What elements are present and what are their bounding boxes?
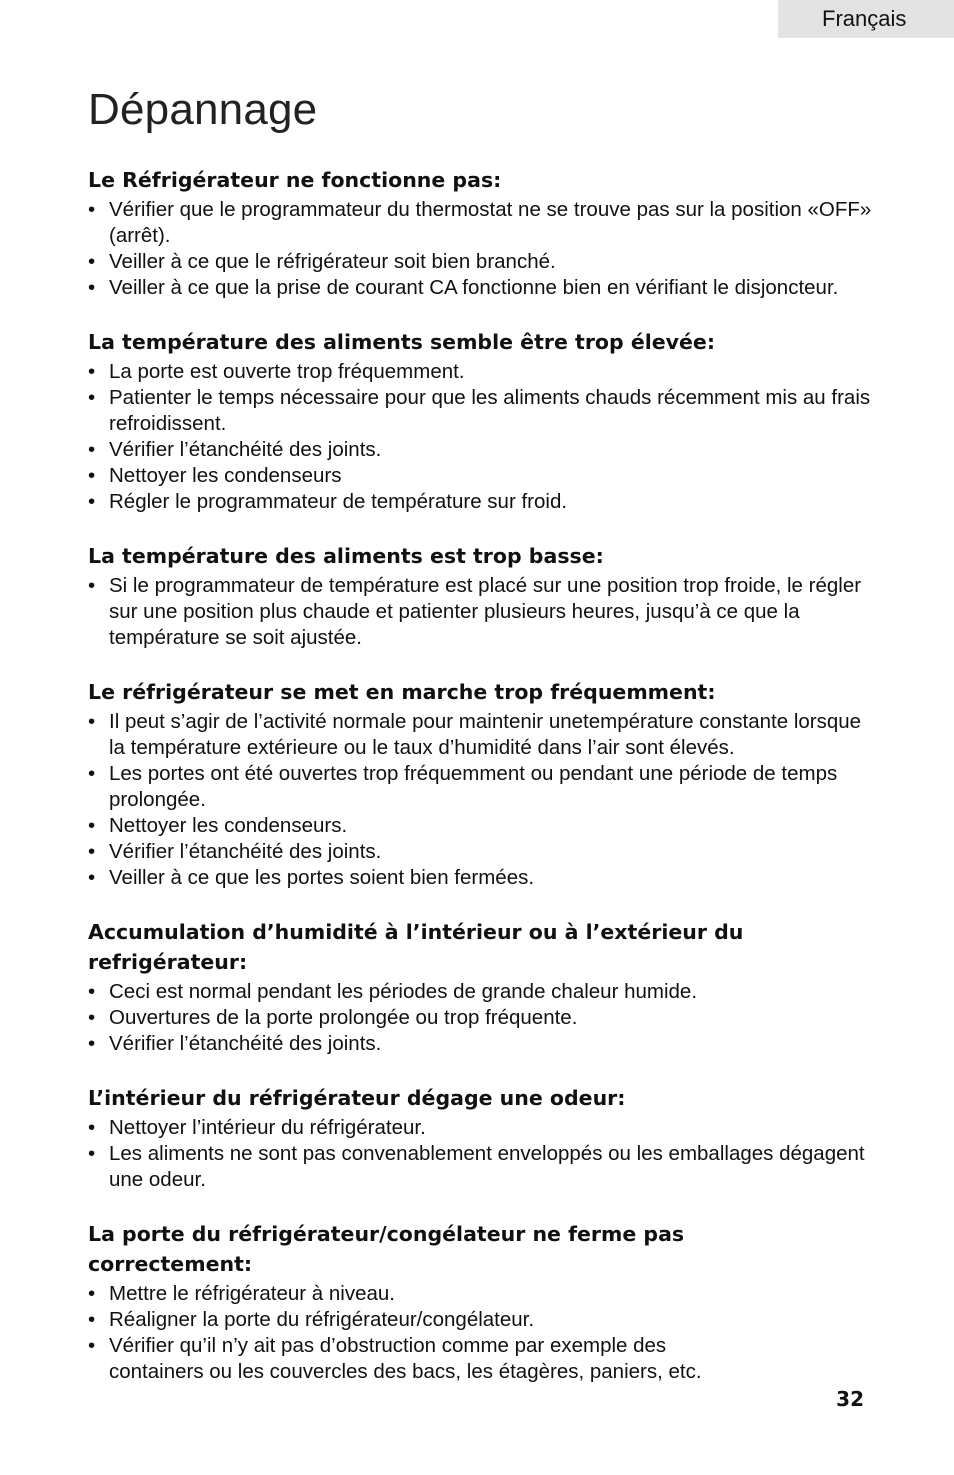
section-heading: La température des aliments est trop basse:	[88, 544, 604, 568]
list-item: • Les portes ont été ouvertes trop fréquemment ou pendant une période de temps prolongée.	[88, 761, 878, 813]
list-item: • Mettre le réfrigérateur à niveau.	[88, 1281, 878, 1307]
section-door-not-closing	[88, 1219, 878, 1385]
bullet-list	[88, 709, 878, 891]
list-item: • Nettoyer les condenseurs	[88, 463, 878, 489]
section-food-too-warm	[88, 327, 878, 515]
page-title: Dépannage	[88, 85, 318, 134]
section-food-too-cold	[88, 541, 878, 651]
list-item: • Régler le programmateur de température sur froid.	[88, 489, 878, 515]
list-item: • Vérifier l’étanchéité des joints.	[88, 839, 878, 865]
list-item: • Vérifier que le programmateur du thermostat ne se trouve pas sur la position «OFF» (arrêt).	[88, 197, 878, 249]
list-item: • Vérifier l’étanchéité des joints.	[88, 1031, 878, 1057]
list-item: • Ceci est normal pendant les périodes de grande chaleur humide.	[88, 979, 878, 1005]
bullet-list	[88, 979, 878, 1057]
section-fridge-not-working	[88, 165, 878, 301]
section-heading: L’intérieur du réfrigérateur dégage une odeur:	[88, 1086, 626, 1110]
list-item: • Réaligner la porte du réfrigérateur/congélateur.	[88, 1307, 878, 1333]
list-item: • Il peut s’agir de l’activité normale pour maintenir unetempérature constante lorsque la température extérieure ou le taux d’humidité dans l’air sont élevés.	[88, 709, 878, 761]
list-item: • Patienter le temps nécessaire pour que les aliments chauds récemment mis au frais refroidissent.	[88, 385, 878, 437]
list-item: • Nettoyer l’intérieur du réfrigérateur.	[88, 1115, 878, 1141]
list-item: • Ouvertures de la porte prolongée ou trop fréquente.	[88, 1005, 878, 1031]
bullet-list	[88, 573, 878, 651]
bullet-list	[88, 1281, 878, 1385]
list-item: • La porte est ouverte trop fréquemment.	[88, 359, 878, 385]
section-runs-too-often	[88, 677, 878, 891]
section-heading: Le réfrigérateur se met en marche trop fréquemment:	[88, 680, 716, 704]
bullet-list	[88, 359, 878, 515]
section-moisture-buildup	[88, 917, 878, 1057]
list-item: • Vérifier qu’il n’y ait pas d’obstruction comme par exemple des containers ou les couvercles des bacs, les étagères, paniers, etc.	[88, 1333, 749, 1385]
troubleshooting-content	[88, 165, 878, 1411]
section-heading: Le Réfrigérateur ne fonctionne pas:	[88, 168, 502, 192]
bullet-list	[88, 1115, 878, 1193]
section-heading: La porte du réfrigérateur/congélateur ne ferme pas correctement:	[88, 1222, 685, 1276]
bullet-list	[88, 197, 878, 301]
language-tab: Français	[778, 0, 954, 38]
section-interior-odor	[88, 1083, 878, 1193]
list-item: • Veiller à ce que la prise de courant CA fonctionne bien en vérifiant le disjoncteur.	[88, 275, 878, 301]
list-item: • Si le programmateur de température est placé sur une position trop froide, le régler sur une position plus chaude et patienter plusieurs heures, jusqu’à ce que la température se soit ajustée.	[88, 573, 878, 651]
list-item: • Veiller à ce que les portes soient bien fermées.	[88, 865, 878, 891]
section-heading: La température des aliments semble être trop élevée:	[88, 330, 716, 354]
section-heading: Accumulation d’humidité à l’intérieur ou à l’extérieur du refrigérateur:	[88, 920, 744, 974]
list-item: • Veiller à ce que le réfrigérateur soit bien branché.	[88, 249, 878, 275]
list-item: • Les aliments ne sont pas convenablement enveloppés ou les emballages dégagent une odeur.	[88, 1141, 878, 1193]
page-number: 32	[836, 1387, 864, 1411]
list-item: • Nettoyer les condenseurs.	[88, 813, 878, 839]
list-item: • Vérifier l’étanchéité des joints.	[88, 437, 878, 463]
